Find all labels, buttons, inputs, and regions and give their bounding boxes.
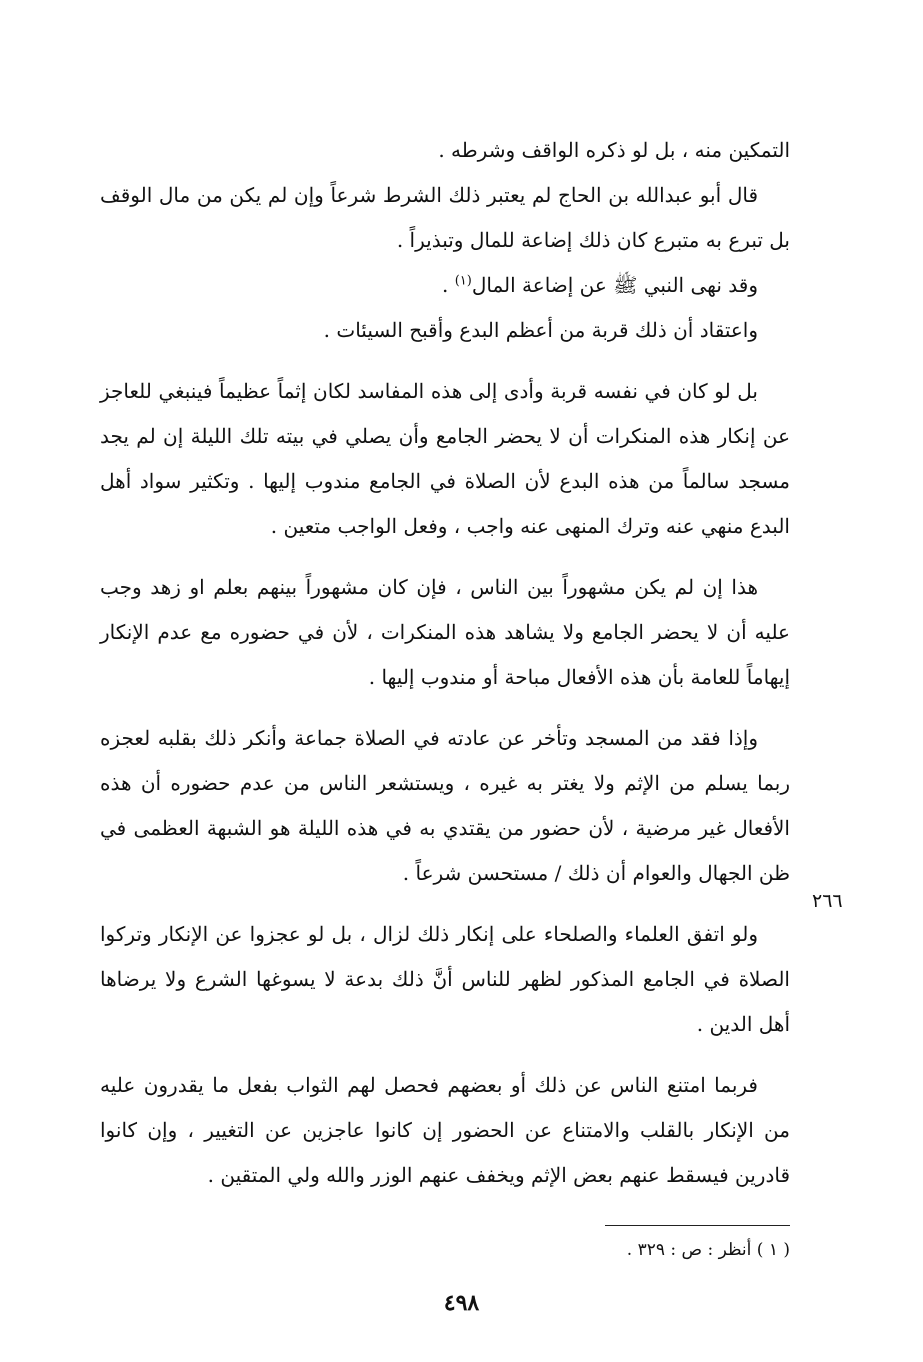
paragraph-3-text: وقد نهى النبي ﷺ عن إضاعة المال [471,273,758,297]
paragraph-4: واعتقاد أن ذلك قربة من أعظم البدع وأقبح السيئات . [323,318,758,342]
paragraph-7: وإذا فقد من المسجد وتأخر عن عادته في الصلاة جماعة وأنكر ذلك بقلبه لعجزه ربما يسلم من الإثم ولا يغتر به غيره ، ويستشعر الناس من عدم حضوره أن هذه الأفعال غير مرضية ، لأن حضور من يقتدي به في هذه الليلة هو الشبهة العظمى في ظن الجهال والعوام أن ذلك / مستحسن شرعاً . [100,726,790,885]
paragraph-1: التمكين منه ، بل لو ذكره الواقف وشرطه . [438,138,790,162]
footnote-mark: (١) [454,273,472,289]
footnote: ( ١ ) أنظر : ص : ٣٢٩ . [626,1240,790,1260]
paragraph-2: قال أبو عبدالله بن الحاج لم يعتبر ذلك الشرط شرعاً وإن لم يكن من مال الوقف بل تبرع به متبرع كان ذلك إضاعة للمال وتبذيراً . [100,183,790,252]
margin-folio-number: ٢٦٦ [812,890,843,912]
page-number: ٤٩٨ [443,1290,480,1316]
paragraph-5: بل لو كان في نفسه قربة وأدى إلى هذه المفاسد لكان إثماً عظيماً فينبغي للعاجز عن إنكار هذه المنكرات أن لا يحضر الجامع وأن يصلي في بيته تلك الليلة إن لم يجد مسجد سالماً من هذه البدع لأن الصلاة في الجامع مندوب إليها . وتكثير سواد أهل البدع منهي عنه وترك المنهى عنه واجب ، وفعل الواجب متعين . [100,379,790,538]
paragraph-9: فربما امتنع الناس عن ذلك أو بعضهم فحصل لهم الثواب بفعل ما يقدرون عليه من الإنكار بالقلب والامتناع عن الحضور إن كانوا عاجزين عن التغيير ، وإن كانوا قادرين فيسقط عنهم بعض الإثم ويخفف عنهم الوزر والله ولي المتقين . [100,1073,790,1187]
paragraph-3-end: . [441,273,455,297]
footnote-separator [605,1225,790,1226]
main-text [100,128,790,1214]
paragraph-8: ولو اتفق العلماء والصلحاء على إنكار ذلك لزال ، بل لو عجزوا عن الإنكار وتركوا الصلاة في الجامع المذكور لظهر للناس أنَّ ذلك بدعة لا يسوغها الشرع ولا يرضاها أهل الدين . [100,922,790,1036]
paragraph-6: هذا إن لم يكن مشهوراً بين الناس ، فإن كان مشهوراً بينهم بعلم او زهد وجب عليه أن لا يحضر الجامع ولا يشاهد هذه المنكرات ، لأن في حضوره مع عدم الإنكار إيهاماً للعامة بأن هذه الأفعال مباحة أو مندوب إليها . [100,575,790,689]
paragraph-3 [100,263,790,308]
